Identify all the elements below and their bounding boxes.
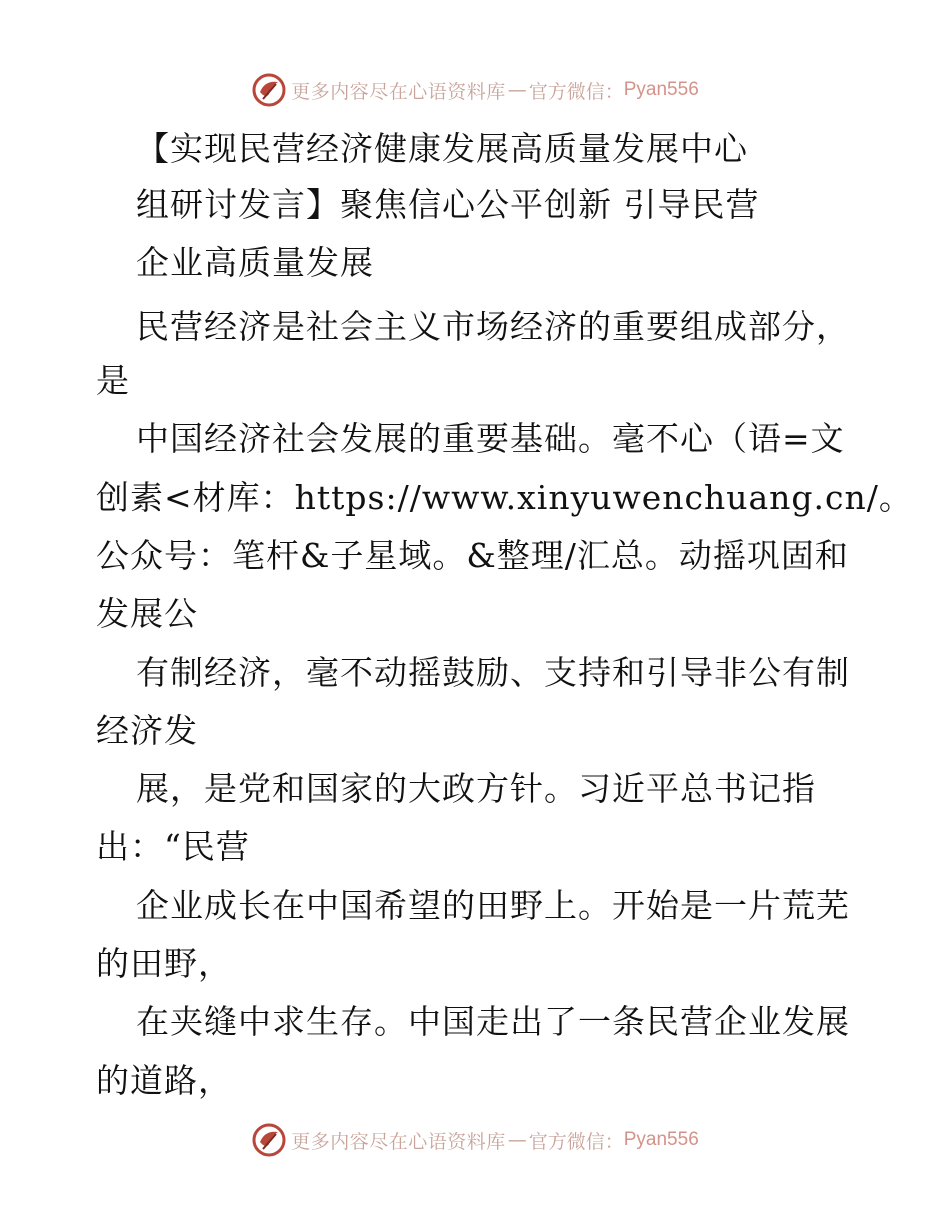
banner-wechat-label: 官方微信：	[528, 80, 624, 103]
brand-logo-icon	[251, 1122, 287, 1158]
paragraph-line: 发展公	[96, 594, 198, 633]
paragraph-line: 中国经济社会发展的重要基础。毫不心（语=文	[136, 419, 845, 458]
banner-separator: —	[507, 79, 527, 101]
paragraph-line: 民营经济是社会主义市场经济的重要组成部分，	[136, 307, 850, 346]
brand-logo-icon	[251, 72, 287, 108]
paragraph-line: 经济发	[96, 711, 198, 750]
paragraph-line: 的道路，	[96, 1061, 232, 1100]
banner-separator: —	[507, 1129, 527, 1151]
paragraph-line: 是	[96, 361, 130, 400]
paragraph-line: 的田野，	[96, 944, 232, 983]
banner-wechat-id: Pyan556	[623, 79, 699, 100]
paragraph-line: 公众号：笔杆&子星域。&整理/汇总。动摇巩固和	[96, 536, 849, 575]
banner-wechat-id: Pyan556	[623, 1129, 699, 1150]
title-line-1: 【实现民营经济健康发展高质量发展中心	[136, 129, 748, 168]
footer-banner	[0, 1120, 950, 1160]
paragraph-line: 有制经济，毫不动摇鼓励、支持和引导非公有制	[136, 653, 850, 692]
banner-text: 更多内容尽在心语资料库	[291, 1130, 506, 1153]
banner-text: 更多内容尽在心语资料库	[291, 80, 506, 103]
title-line-3: 企业高质量发展	[136, 243, 374, 282]
paragraph-line: 出：“民营	[96, 827, 250, 866]
paragraph-line: 展，是党和国家的大政方针。习近平总书记指	[136, 769, 816, 808]
banner-wechat-label: 官方微信：	[528, 1130, 624, 1153]
title-line-2: 组研讨发言】聚焦信心公平创新 引导民营	[136, 185, 760, 224]
paragraph-line: 企业成长在中国希望的田野上。开始是一片荒芜	[136, 886, 850, 925]
paragraph-line: 在夹缝中求生存。中国走出了一条民营企业发展	[136, 1002, 850, 1041]
header-banner	[0, 70, 950, 110]
paragraph-line: 创素<材库：https://www.xinyuwenchuang.cn/。	[96, 478, 913, 517]
